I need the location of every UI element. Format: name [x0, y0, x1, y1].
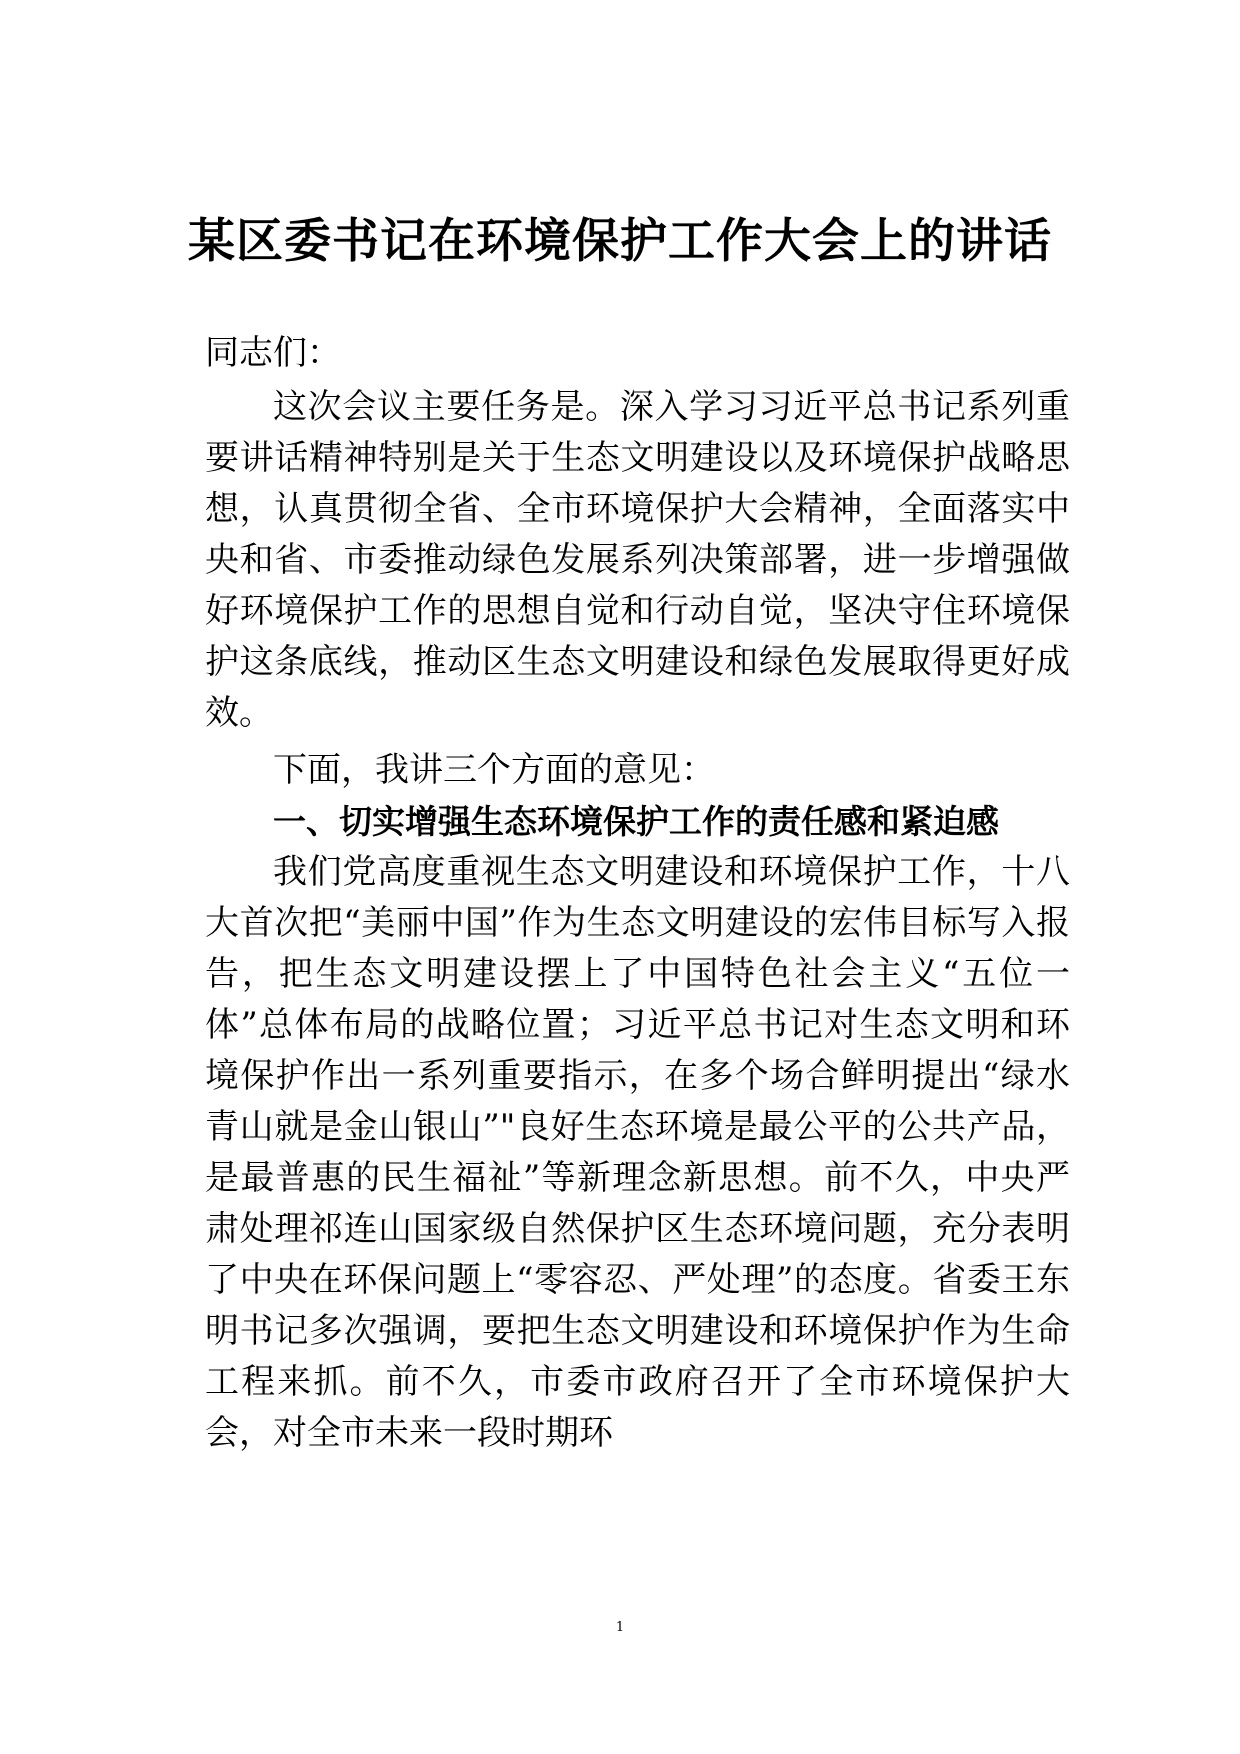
document-title: 某区委书记在环境保护工作大会上的讲话: [188, 214, 1052, 269]
document-body: [205, 328, 1070, 1459]
section-heading-1: 一、切实增强生态环境保护工作的责任感和紧迫感: [273, 802, 999, 841]
section-1-paragraph: 我们党高度重视生态文明建设和环境保护工作，十八大首次把“美丽中国”作为生态文明建设的宏伟目标写入报告，把生态文明建设摆上了中国特色社会主义“五位一体”总体布局的战略位置；习近平总书记对生态文明和环境保护作出一系列重要指示，在多个场合鲜明提出“绿水青山就是金山银山”"良好生态环境是最公平的公共产品，是最普惠的民生福祉”等新理念新思想。前不久，中央严肃处理祁连山国家级自然保护区生态环境问题，充分表明了中央在环保问题上“零容忍、严处理”的态度。省委王东明书记多次强调，要把生态文明建设和环境保护作为生命工程来抓。前不久，市委市政府召开了全市环境保护大会，对全市未来一段时期环: [205, 852, 1070, 1453]
salutation: 同志们：: [205, 333, 341, 373]
outline-paragraph: 下面，我讲三个方面的意见：: [273, 750, 715, 790]
page-number: 1: [615, 1620, 625, 1635]
intro-paragraph: 这次会议主要任务是。深入学习习近平总书记系列重要讲话精神特别是关于生态文明建设以及环境保护战略思想，认真贯彻全省、全市环境保护大会精神，全面落实中央和省、市委推动绿色发展系列决策部署，进一步增强做好环境保护工作的思想自觉和行动自觉，坚决守住环境保护这条底线，推动区生态文明建设和绿色发展取得更好成效。: [205, 387, 1070, 733]
